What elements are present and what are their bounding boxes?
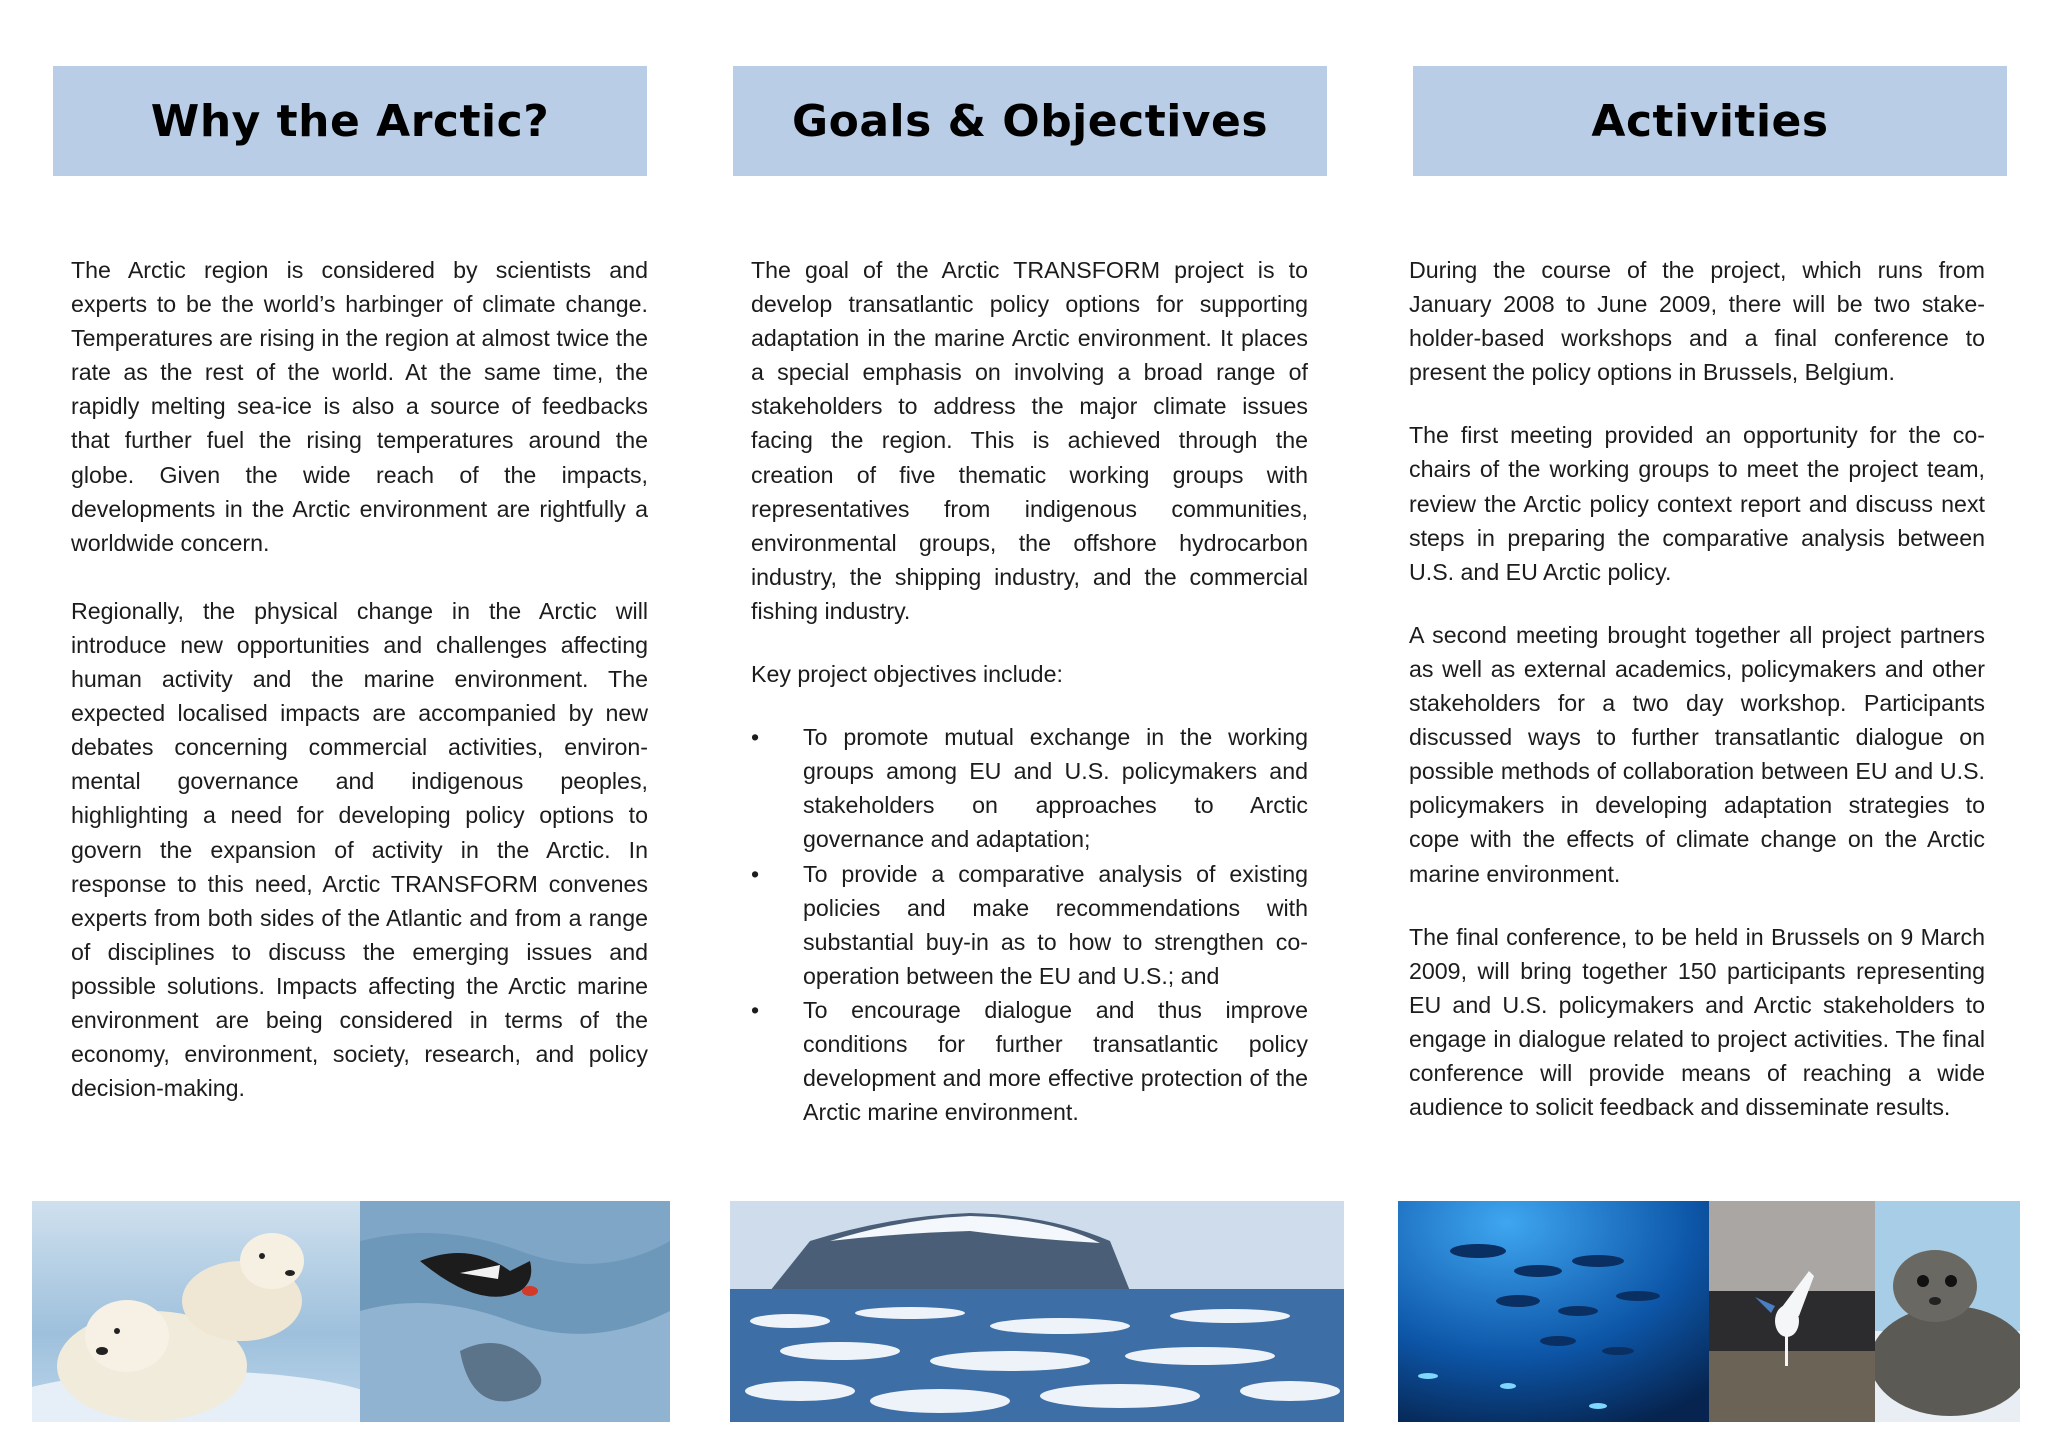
fish-school-icon [1398, 1201, 1709, 1422]
objective-text: To provide a comparative analysis of existing policies and make recommendations with substantial buy-in as to how to strengthen cooperation between the EU and U.S.; and [803, 860, 1308, 989]
list-item [751, 720, 1308, 856]
list-item [751, 993, 1308, 1129]
paragraph: The Arctic region is considered by scientists and experts to be the world’s harbinger of climate change. Temperatures are rising in the region at almost twice the rate as the rest of the world. At the same time, the rapidly melting sea-ice is also a source of feedbacks that further fuel the rising temperatures around the globe. Given the wide reach of the impacts, developments in the Arctic environment are rightfully a worldwide concern. [71, 257, 648, 556]
paragraph: During the course of the project, which runs from January 2008 to June 2009, there will be two stakeholder-based workshops and a final conference to present the policy options in Brussels, Belgium. [1409, 257, 1985, 386]
objective-text: To encourage dialogue and thus improve conditions for further transatlantic policy development and more effective protection of the Arctic marine environment. [803, 996, 1308, 1126]
guillemot-icon [360, 1201, 670, 1422]
header-goals-objectives [733, 66, 1327, 176]
panel-title: Why the Arctic? [150, 95, 550, 147]
paragraph: The final conference, to be held in Brussels on 9 March 2009, will bring together 150 participants representing EU and U.S. policymakers and Arctic stakeholders to engage in dialogue related to project activities. The final conference will provide means of reaching a wide audience to solicit feedback and disseminate results. [1409, 923, 1985, 1121]
objectives-list [751, 720, 1308, 1129]
bullet-icon: • [751, 860, 760, 887]
panel-title: Goals & Objectives [791, 95, 1269, 147]
column-why-the-arctic [71, 253, 648, 1105]
paragraph: Regionally, the physical change in the Arctic will introduce new opportunities and challenges affecting human activity and the marine environment. The expected localised impacts are accompanied by new debates concerning commercial activities, environmental governance and indigenous peoples, highlighting a need for developing policy options to govern the expansion of activity in the Arctic. In response to this need, Arctic TRANSFORM convenes experts from both sides of the Atlantic and from a range of disciplines to discuss the emerging issues and possible solutions. Impacts affecting the Arctic marine environment are being considered in terms of the economy, environment, society, research, and policy decision-making. [71, 597, 648, 1102]
polar-bear-icon [32, 1201, 360, 1422]
column-activities [1409, 253, 1985, 1124]
polar-bear-photo [32, 1201, 360, 1422]
paragraph: A second meeting brought together all project partners as well as external academics, policymakers and other stakeholders for a two day workshop. Participants discussed ways to further transatlantic dialogue on possible methods of collaboration between EU and U.S. policymakers in developing adaptation strategies to cope with the effects of climate change on the Arctic marine environment. [1409, 621, 1985, 887]
paragraph: The goal of the Arctic TRANSFORM project is to develop transatlantic policy options for supporting adaptation in the marine Arctic environment. It places a special emphasis on involving a broad range of stakeholders to address the major climate issues facing the region. This is achieved through the creation of five thematic working groups with representatives from indigenous communities, environmental groups, the offshore hydrocarbon industry, the shipping industry, and the commercial fishing industry. [751, 257, 1308, 624]
seal-icon [1875, 1201, 2020, 1422]
header-why-the-arctic [53, 66, 647, 176]
fish-school-photo [1398, 1201, 1709, 1422]
objective-text: To promote mutual exchange in the working groups among EU and U.S. policymakers and stakeholders on approaches to Arctic governance and adaptation; [803, 724, 1308, 853]
tern-photo [1709, 1201, 1875, 1422]
iceberg-island-icon [730, 1201, 1344, 1422]
panel-title: Activities [1591, 95, 1829, 147]
bird-icon [1709, 1201, 1875, 1422]
seal-photo [1875, 1201, 2020, 1422]
bullet-icon: • [751, 996, 760, 1023]
bullet-icon: • [751, 724, 760, 751]
column-goals-objectives [751, 253, 1308, 1129]
objectives-intro: Key project objectives include: [751, 661, 1063, 688]
list-item [751, 857, 1308, 993]
paragraph: The first meeting provided an opportunity for the cochairs of the working groups to meet the project team, review the Arctic policy context report and discuss next steps in preparing the comparative analysis between U.S. and EU Arctic policy. [1409, 422, 1985, 585]
arctic-island-ice-photo [730, 1201, 1344, 1422]
seabird-water-photo [360, 1201, 670, 1422]
header-activities [1413, 66, 2007, 176]
